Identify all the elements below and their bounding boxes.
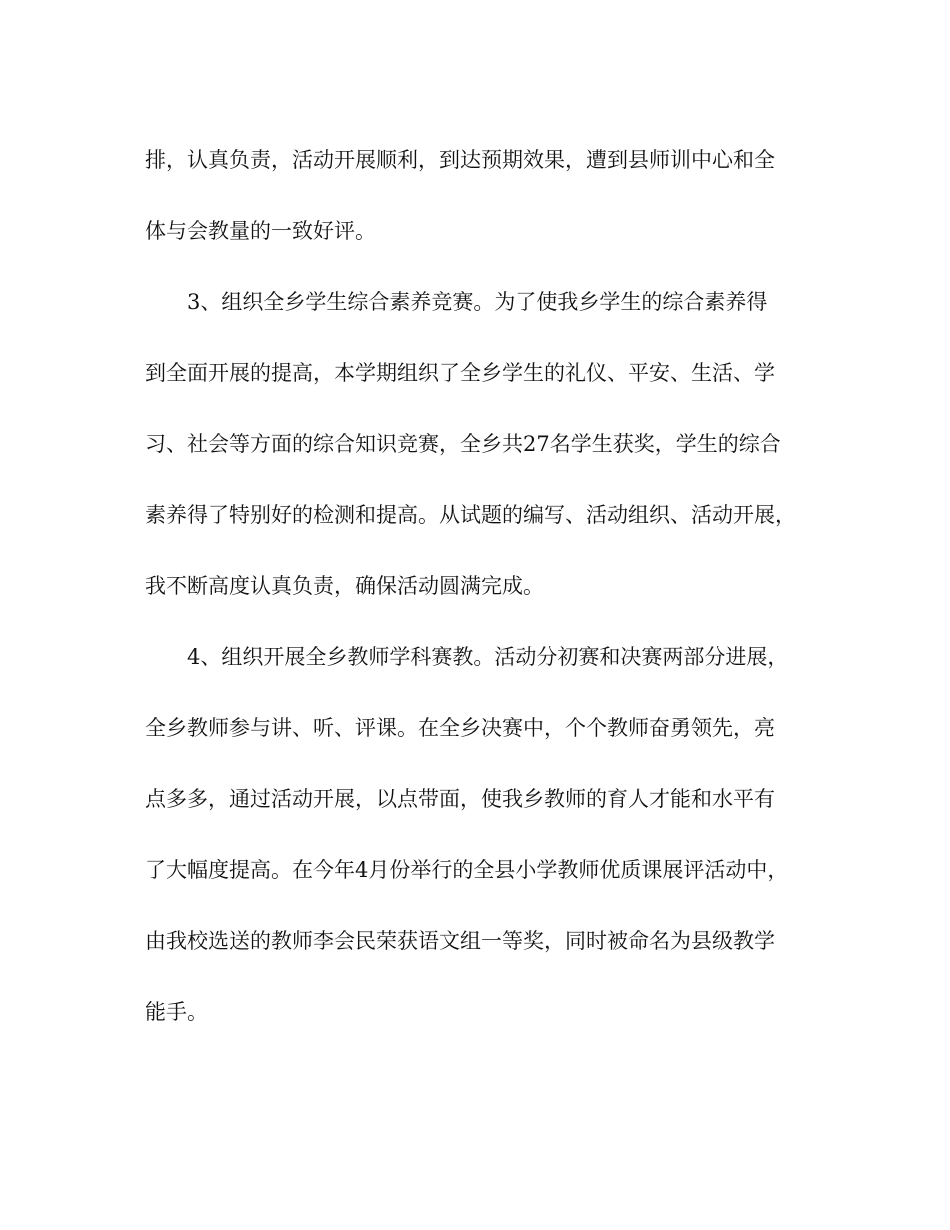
paragraph-line: 4、组织开展全乡教师学科赛教。活动分初赛和决赛两部分进展， — [187, 645, 789, 669]
paragraph-line: 点多多，通过活动开展，以点带面，使我乡教师的育人才能和水平有 — [145, 787, 775, 811]
paragraph-line: 3、组织全乡学生综合素养竞赛。为了使我乡学生的综合素养得 — [187, 290, 768, 314]
paragraph-line: 体与会教量的一致好评。 — [145, 219, 376, 243]
paragraph-line: 了大幅度提高。在今年4月份举行的全县小学教师优质课展评活动中， — [145, 858, 789, 882]
paragraph-line: 我不断高度认真负责，确保活动圆满完成。 — [145, 574, 544, 598]
paragraph-line: 排，认真负责，活动开展顺利，到达预期效果，遭到县师训中心和全 — [145, 148, 775, 172]
paragraph-line: 由我校选送的教师李会民荣获语文组一等奖，同时被命名为县级教学 — [145, 929, 775, 953]
paragraph-line: 素养得了特别好的检测和提高。从试题的编写、活动组织、活动开展， — [145, 503, 796, 527]
paragraph-line: 全乡教师参与讲、听、评课。在全乡决赛中，个个教师奋勇领先，亮 — [145, 716, 775, 740]
paragraph-line: 习、社会等方面的综合知识竞赛，全乡共27名学生获奖，学生的综合 — [145, 432, 781, 456]
paragraph-line: 到全面开展的提高，本学期组织了全乡学生的礼仪、平安、生活、学 — [145, 361, 775, 385]
paragraph-line: 能手。 — [145, 1000, 208, 1024]
